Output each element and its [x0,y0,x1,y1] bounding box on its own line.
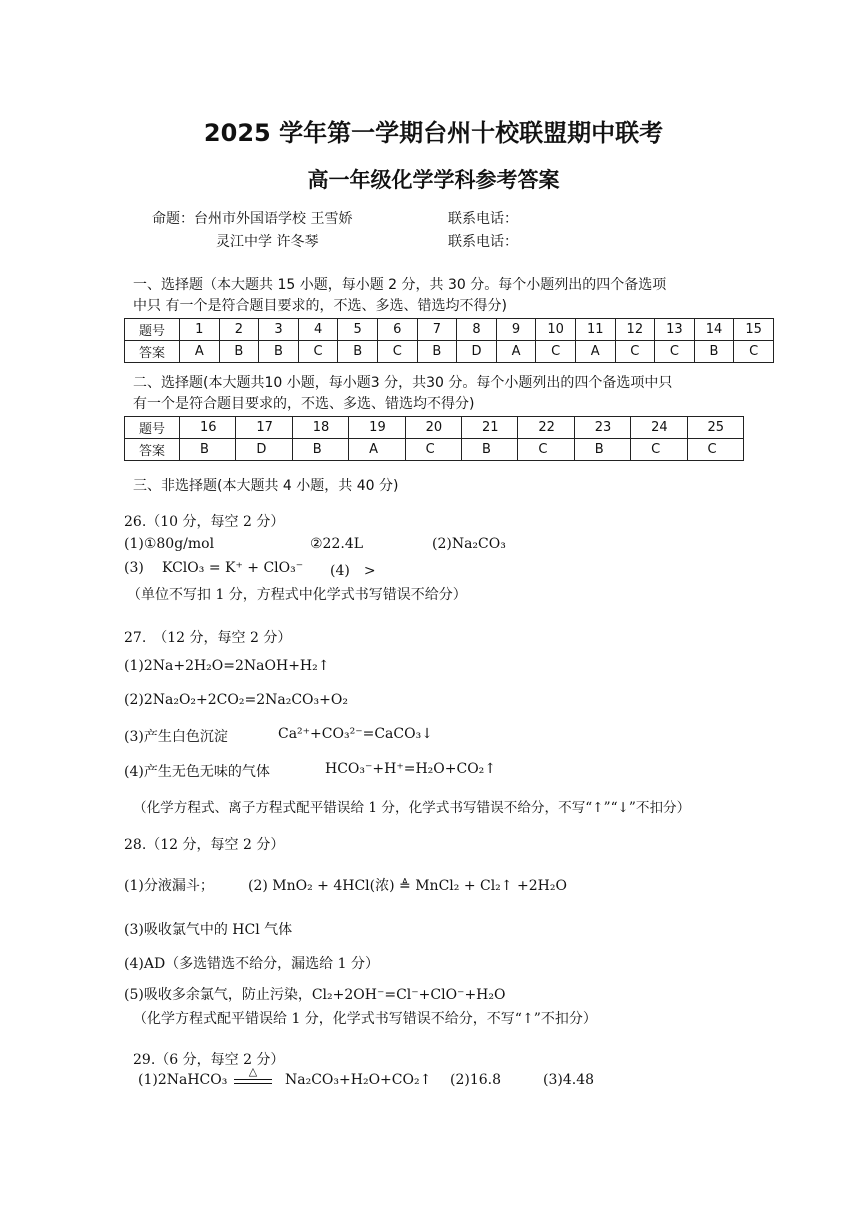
question-number-cell-9: 9 [496,319,536,341]
q28-heading: 28.（12 分，每空 2 分） [124,837,285,853]
answer-row [125,341,774,363]
phone-label-2: 联系电话： [448,234,518,250]
answer-cell-4: A [349,439,405,461]
q26-grading-note: （单位不写扣 1 分，方程式中化学式书写错误不给分） [127,587,467,603]
question-number-cell-9: 24 [631,417,687,439]
q28-grading-note: （化学方程式配平错误给 1 分，化学式书写错误不给分，不写“↑”不扣分） [133,1011,597,1027]
heat-symbol: △ [248,1065,258,1078]
q26-answer-1: (1)①80g/mol [124,536,215,552]
q27-answer-3-equation: Ca²⁺+CO₃²⁻=CaCO₃↓ [278,726,433,742]
answer-cell-6: C [377,341,417,363]
question-number-cell-8: 8 [457,319,497,341]
answer-cell-5: C [405,439,461,461]
section1-answer-table [124,318,774,363]
q28-answer-3: (3)吸收氯气中的 HCl 气体 [124,922,293,938]
answer-cell-9: C [631,439,687,461]
question-number-cell-7: 7 [417,319,457,341]
q29-heading: 29.（6 分，每空 2 分） [133,1052,285,1068]
q26-answer-4-equation: KClO₃ = K⁺ + ClO₃⁻ [162,560,304,576]
q29-answer-1-product: Na₂CO₃+H₂O+CO₂↑ [285,1072,432,1088]
equation-line-bottom [234,1083,272,1084]
section2-instruction-1: 二、选择题(本大题共10 小题，每小题3 分，共30 分。每个小题列出的四个备选项中只 [133,375,673,391]
answer-cell-8: D [457,341,497,363]
section2-instruction-2: 有一个是符合题目要求的，不选、多选、错选均不得分) [133,396,475,412]
q26-answer-4-label: (3) [124,560,144,576]
question-number-cell-3: 3 [259,319,299,341]
q27-answer-3-text: (3)产生白色沉淀 [124,729,228,745]
question-number-cell-8: 23 [574,417,630,439]
q26-answer-2: ②22.4L [310,536,364,552]
answer-cell-2: D [236,439,292,461]
answer-cell-5: B [338,341,378,363]
q27-answer-2: (2)2Na₂O₂+2CO₂=2Na₂CO₃+O₂ [124,692,348,708]
question-number-cell-1: 16 [180,417,236,439]
question-number-row [125,417,744,439]
question-number-cell-13: 13 [655,319,695,341]
question-number-cell-2: 2 [219,319,259,341]
q27-answer-4-equation: HCO₃⁻+H⁺=H₂O+CO₂↑ [325,761,497,777]
answer-cell-8: B [574,439,630,461]
answer-cell-9: A [496,341,536,363]
answer-cell-12: C [615,341,655,363]
q27-answer-1: (1)2Na+2H₂O=2NaOH+H₂↑ [124,658,330,674]
q27-grading-note: （化学方程式、离子方程式配平错误给 1 分，化学式书写错误不给分，不写“↑”“↓”不扣分） [133,800,691,816]
q27-heading: 27. （12 分，每空 2 分） [124,630,292,646]
answer-cell-10: C [687,439,743,461]
q26-answer-3: (2)Na₂CO₃ [432,536,506,552]
answer-cell-7: B [417,341,457,363]
label-question-number: 题号 [125,417,180,439]
q26-heading: 26.（10 分，每空 2 分） [124,514,285,530]
section3-heading: 三、非选择题(本大题共 4 小题，共 40 分) [133,478,399,494]
question-number-cell-6: 6 [377,319,417,341]
answer-cell-11: A [575,341,615,363]
question-number-cell-6: 21 [461,417,517,439]
section1-instruction-1: 一、选择题（本大题共 15 小题，每小题 2 分，共 30 分。每个小题列出的四个备选项 [133,277,667,293]
answer-cell-13: C [655,341,695,363]
answer-cell-1: B [180,439,236,461]
answer-cell-10: C [536,341,576,363]
q28-answer-2: (2) MnO₂ + 4HCl(浓) ≜ MnCl₂ + Cl₂↑ +2H₂O [248,878,567,894]
question-number-row [125,319,774,341]
q28-answer-4: (4)AD（多选错选不给分，漏选给 1 分） [124,956,379,972]
answer-cell-4: C [298,341,338,363]
q27-answer-4-text: (4)产生无色无味的气体 [124,764,270,780]
answer-cell-3: B [292,439,348,461]
question-number-cell-2: 17 [236,417,292,439]
heating-condition [234,1066,272,1084]
question-number-cell-4: 19 [349,417,405,439]
section2-answer-table [124,416,744,461]
answer-cell-7: C [518,439,574,461]
phone-label-1: 联系电话： [448,211,518,227]
q29-answer-1-reactant: (1)2NaHCO₃ [138,1072,228,1088]
label-question-number: 题号 [125,319,180,341]
author-line-1: 命题：台州市外国语学校 王雪娇 [152,211,353,227]
question-number-cell-11: 11 [575,319,615,341]
question-number-cell-12: 12 [615,319,655,341]
question-number-cell-15: 15 [734,319,774,341]
question-number-cell-5: 20 [405,417,461,439]
question-number-cell-1: 1 [180,319,220,341]
answer-cell-6: B [461,439,517,461]
q28-answer-1: (1)分液漏斗； [124,878,214,894]
answer-cell-1: A [180,341,220,363]
answer-cell-3: B [259,341,299,363]
page-title: 2025 学年第一学期台州十校联盟期中联考 [203,119,664,147]
answer-row [125,439,744,461]
page-subtitle: 高一年级化学学科参考答案 [307,168,560,192]
question-number-cell-10: 25 [687,417,743,439]
section1-instruction-2: 中只 有一个是符合题目要求的，不选、多选、错选均不得分) [133,298,507,314]
author-line-2: 灵江中学 许冬琴 [216,234,319,250]
q28-answer-5: (5)吸收多余氯气，防止污染，Cl₂+2OH⁻=Cl⁻+ClO⁻+H₂O [124,987,506,1003]
label-answer: 答案 [125,341,180,363]
equation-line-top [234,1079,272,1080]
q26-answer-5: (4) > [330,563,376,579]
answer-cell-14: B [694,341,734,363]
answer-cell-2: B [219,341,259,363]
label-answer: 答案 [125,439,180,461]
question-number-cell-14: 14 [694,319,734,341]
q29-answer-3: (3)4.48 [543,1072,595,1088]
question-number-cell-7: 22 [518,417,574,439]
question-number-cell-5: 5 [338,319,378,341]
question-number-cell-10: 10 [536,319,576,341]
question-number-cell-3: 18 [292,417,348,439]
question-number-cell-4: 4 [298,319,338,341]
answer-cell-15: C [734,341,774,363]
q29-answer-2: (2)16.8 [450,1072,502,1088]
